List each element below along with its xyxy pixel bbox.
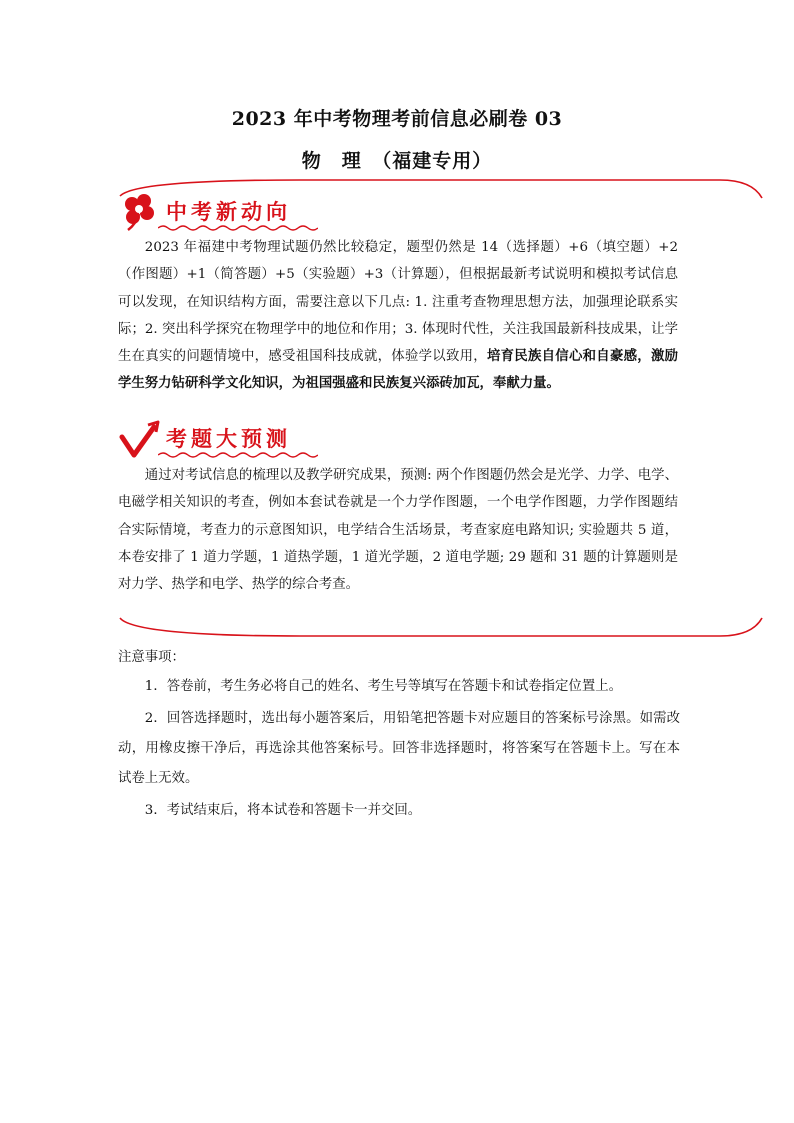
section-title-trends: 中考新动向 xyxy=(166,200,291,224)
section-heading-predictions xyxy=(118,419,418,463)
trends-paragraph xyxy=(118,234,678,398)
section-title-predictions: 考题大预测 xyxy=(166,427,291,451)
trends-paragraph-main: 2023 年福建中考物理试题仍然比较稳定，题型仍然是 14（选择题）+6（填空题）+2（作图题）+1（简答题）+5（实验题）+3（计算题），但根据最新考试说明和模拟考试信息可以发现，在知识结构方面，需要注意以下几点: 1. 注重考查物理思想方法，加强理论联系实际；2. 突出科学探究在物理学中的地位和作用；3. 体现时代性，关注我国最新科技成果，让学生在真实的问题情境中，感受祖国科技成就，体验学以致用， xyxy=(118,240,678,365)
predictions-paragraph: 通过对考试信息的梳理以及教学研究成果，预测: 两个作图题仍然会是光学、力学、电学、电磁学相关知识的考查，例如本套试卷就是一个力学作图题，一个电学作图题，力学作图题结合实际情境，考查力的示意图知识，电学结合生活场景，考查家庭电路知识; 实验题共 5 道，本卷安排了 1 道力学题，1 道热学题，1 道光学题，2 道电学题; 29 题和 31 题的计算题则是对力学、热学和电学、热学的综合考查。 xyxy=(118,468,678,593)
note-item-3: 3．考试结束后，将本试卷和答题卡一并交回。 xyxy=(144,803,422,818)
wavy-underline xyxy=(158,451,318,459)
page-title: 2023 年中考物理考前信息必刷卷 03 xyxy=(231,108,563,130)
page-subtitle: 物 理 （福建专用） xyxy=(301,150,493,172)
bottom-arc xyxy=(120,618,762,636)
section-heading-trends xyxy=(118,192,418,236)
notes-title: 注意事项： xyxy=(118,650,185,665)
note-item-1: 1．答卷前，考生务必将自己的姓名、考生号等填写在答题卡和试卷指定位置上。 xyxy=(144,679,622,694)
wavy-underline xyxy=(158,224,318,232)
trends-paragraph-bold: 培育民族自信心和自豪感，激励学生努力钻研科学文化知识，为祖国强盛和民族复兴添砖加瓦，奉献力量。 xyxy=(118,348,679,392)
note-item-2: 2．回答选择题时，选出每小题答案后，用铅笔把答题卡对应题目的答案标号涂黑。如需改动，用橡皮擦干净后，再选涂其他答案标号。回答非选择题时，将答案写在答题卡上。写在本试卷上无效。 xyxy=(118,711,680,786)
